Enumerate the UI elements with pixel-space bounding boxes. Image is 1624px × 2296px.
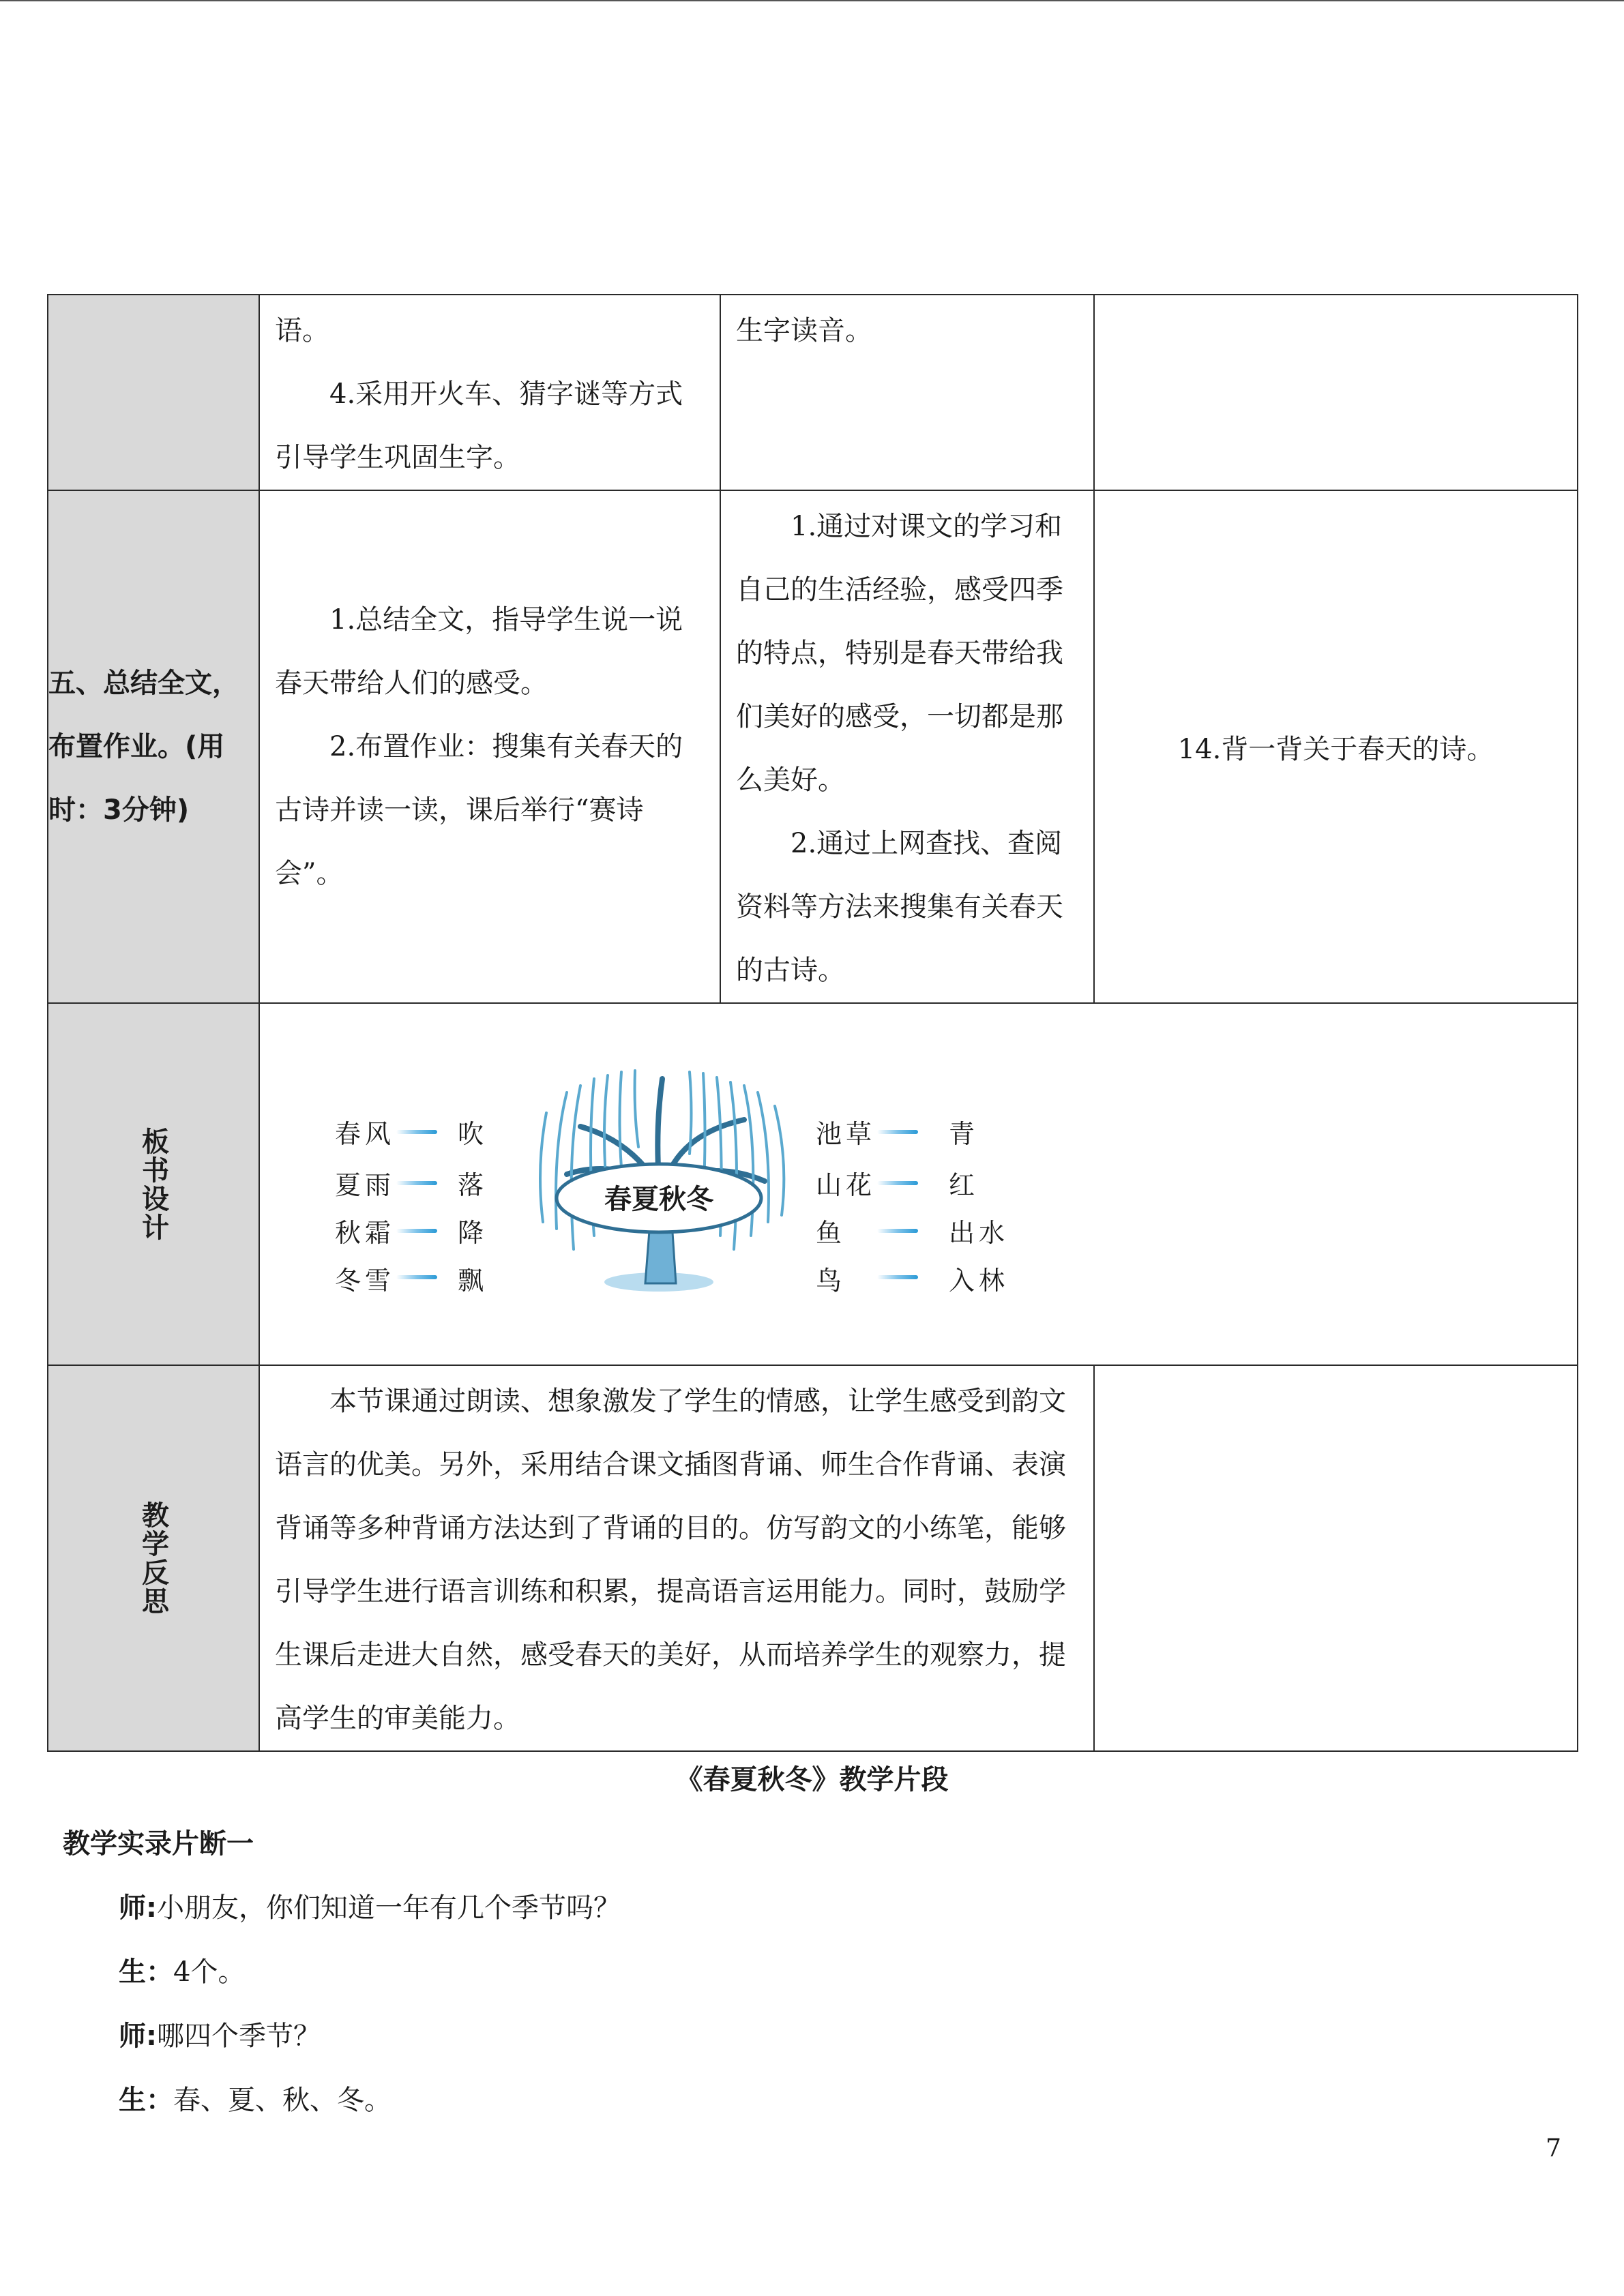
utterance: 春、夏、秋、冬。 <box>173 2085 392 2116</box>
speaker: 生 <box>119 1956 146 1988</box>
board-design-cell <box>259 1003 1578 1365</box>
utterance: 4个。 <box>173 1956 246 1988</box>
paragraph: 2.布置作业：搜集有关春天的古诗并读一读，课后举行“赛诗会”。 <box>275 730 683 889</box>
paragraph: 1.总结全文，指导学生说一说春天带给人们的感受。 <box>275 603 683 699</box>
table-row <box>48 1365 1578 1751</box>
board-right-word: 入林 <box>949 1266 1009 1296</box>
stage-label <box>48 490 259 1003</box>
paragraph: 生字读音。 <box>736 315 872 346</box>
speaker: 师 <box>119 1892 146 1924</box>
table-row <box>48 295 1578 490</box>
page-number: 7 <box>1546 2134 1561 2162</box>
board-left-word: 夏雨 <box>335 1170 396 1200</box>
board-right-word: 山花 <box>816 1170 876 1200</box>
reflection-text: 本节课通过朗读、想象激发了学生的情感，让学生感受到韵文语言的优美。另外，采用结合课文插图背诵、师生合作背诵、表演背诵等多种背诵方法达到了背诵的目的。仿写韵文的小练笔，能够引导学生进行语言训练和积累，提高语言运用能力。同时，鼓励学生课后走进大自然，感受春天的美好，从而培养学生的观察力，提高学生的审美能力。 <box>275 1386 1066 1734</box>
board-dash <box>396 1229 437 1233</box>
board-left-verb: 落 <box>458 1170 488 1200</box>
board-design <box>260 1004 1577 1365</box>
lesson-plan-table <box>47 294 1578 1752</box>
speaker: 生 <box>119 2085 146 2116</box>
utterance: 哪四个季节？ <box>157 2021 321 2052</box>
speaker: 师 <box>119 2021 146 2052</box>
board-right-word: 红 <box>949 1170 979 1200</box>
paragraph: 4.采用开火车、猜字谜等方式引导学生巩固生字。 <box>275 378 683 473</box>
student-activity-cell <box>720 295 1094 490</box>
stage-cell-empty <box>48 295 259 490</box>
dialog-line <box>119 2014 321 2053</box>
reflection-label-cell <box>48 1365 259 1751</box>
board-design-label: 板书设计 <box>137 1127 169 1242</box>
board-dash <box>396 1275 437 1279</box>
teacher-activity-cell <box>259 295 720 490</box>
reflection-cell <box>259 1365 1094 1751</box>
board-left-word: 秋霜 <box>335 1218 396 1248</box>
utterance: 小朋友，你们知道一年有几个季节吗？ <box>157 1892 621 1924</box>
board-right-word: 青 <box>949 1119 979 1149</box>
board-dash <box>877 1130 918 1134</box>
board-dash <box>877 1181 918 1185</box>
table-row <box>48 490 1578 1003</box>
board-right-word: 出水 <box>949 1218 1009 1248</box>
speaker-sep: ： <box>146 2085 173 2116</box>
board-left-verb: 飘 <box>458 1266 488 1296</box>
board-left-word: 冬雪 <box>335 1266 396 1296</box>
speaker-sep: : <box>146 1892 157 1924</box>
board-right-word: 鸟 <box>816 1266 846 1296</box>
homework-note: 14.背一背关于春天的诗。 <box>1177 733 1494 765</box>
speaker-sep: : <box>146 2021 157 2052</box>
board-right-word: 池草 <box>816 1119 876 1149</box>
paragraph: 1.通过对课文的学习和自己的生活经验，感受四季的特点，特别是春天带给我们美好的感受，一切都是那么美好。 <box>736 511 1063 796</box>
dialog-line <box>119 1950 245 1989</box>
note-cell <box>1094 1365 1578 1751</box>
stage-text: 五、总结全文，布置作业。(用时：3分钟) <box>48 667 239 826</box>
paragraph: 语。 <box>275 315 329 346</box>
subheading: 教学实录片断一 <box>63 1828 254 1860</box>
paragraph: 2.通过上网查找、查阅资料等方法来搜集有关春天的古诗。 <box>736 828 1063 986</box>
speaker-sep: ： <box>146 1956 173 1988</box>
board-left-word: 春风 <box>335 1119 396 1149</box>
section-title: 《春夏秋冬》教学片段 <box>675 1764 949 1795</box>
reflection-label: 教学反思 <box>137 1501 169 1615</box>
board-dash <box>877 1229 918 1233</box>
board-dash <box>877 1275 918 1279</box>
dialog-line <box>119 1886 621 1925</box>
board-left-verb: 降 <box>458 1218 488 1248</box>
note-cell <box>1094 490 1578 1003</box>
willow-tree-illustration <box>526 1065 799 1297</box>
student-activity-cell <box>720 490 1094 1003</box>
board-center-title: 春夏秋冬 <box>604 1184 713 1215</box>
dialog-line <box>119 2078 392 2117</box>
board-left-verb: 吹 <box>458 1119 488 1149</box>
teacher-activity-cell <box>259 490 720 1003</box>
board-dash <box>396 1130 437 1134</box>
note-cell <box>1094 295 1578 490</box>
board-right-word: 鱼 <box>816 1218 846 1248</box>
board-dash <box>396 1181 437 1185</box>
board-label-cell <box>48 1003 259 1365</box>
table-row <box>48 1003 1578 1365</box>
page-top-border <box>0 0 1624 1</box>
